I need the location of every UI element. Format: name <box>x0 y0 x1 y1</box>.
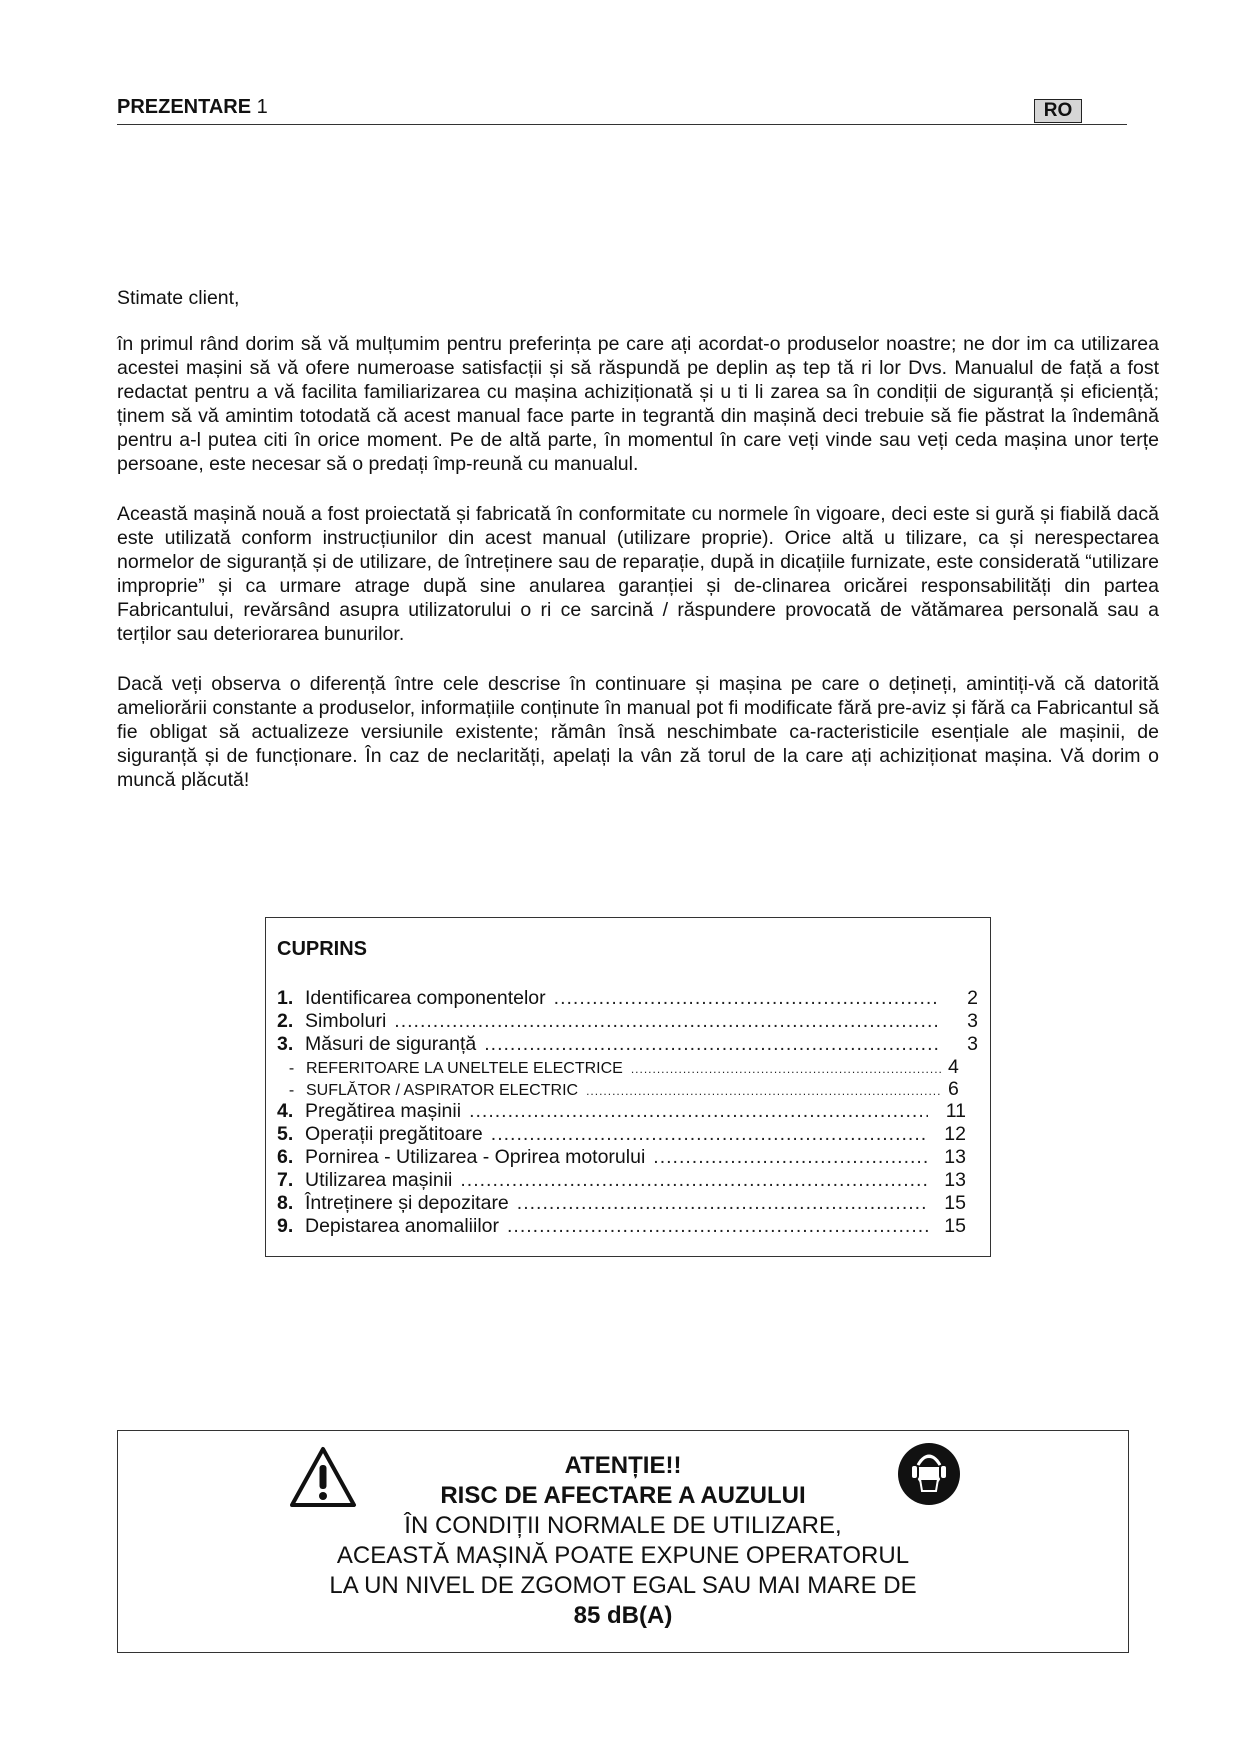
toc-leader-dots <box>507 1215 928 1238</box>
warning-subtitle: RISC DE AFECTARE A AUZULUI <box>440 1482 806 1509</box>
toc-leader-dots <box>653 1146 928 1169</box>
toc-entry[interactable] <box>277 1010 978 1033</box>
page-number: 1 <box>256 96 268 118</box>
toc-entry-label: Utilizarea mașinii <box>305 1169 453 1191</box>
toc-entry-page: 6 <box>948 1078 959 1100</box>
toc-entry-page: 3 <box>967 1033 978 1055</box>
toc-entry[interactable] <box>277 987 978 1010</box>
toc-entry-label: Pornirea - Utilizarea - Oprirea motorului <box>305 1146 646 1168</box>
toc-entry-number: 3. <box>277 1033 294 1055</box>
toc-subentry[interactable] <box>277 1056 978 1078</box>
intro-paragraph-1: în primul rând dorim să vă mulțumim pentru preferința pe care ați acordat-o produselor noastre; ne dor im ca utilizarea acestei mașini să vă ofere numeroase satisfacții și să răspundă pe deplin aș tep tă ri lor Dvs. Manualul de față a fost redactat pentru a vă facilita familiarizarea cu mașina achiziționată și u ti li zarea sa în condiții de siguranță și eficiență; ținem să vă amintim totodată că acest manual face parte in tegrantă din mașină deci trebuie să fie păstrat la îndemână pentru a-l putea citi în orice moment. Pe de altă parte, în momentul în care veți vinde sau veți ceda mașina unor terțe persoane, este necesar să o predați împ-reună cu manualul. <box>117 333 1159 475</box>
page-header <box>117 92 1127 125</box>
toc-leader-dots <box>631 1060 942 1078</box>
toc-entry[interactable] <box>277 1215 978 1238</box>
toc-leader-dots <box>554 987 940 1010</box>
toc-leader-dots <box>469 1100 928 1123</box>
toc-entry-label: Identificarea componentelor <box>305 987 546 1009</box>
toc-entry-bullet: - <box>288 1060 295 1077</box>
toc-entry-number: 1. <box>277 987 294 1009</box>
toc-leader-dots <box>517 1192 928 1215</box>
toc-entry[interactable] <box>277 1100 978 1123</box>
warning-line: ÎN CONDIȚII NORMALE DE UTILIZARE, <box>404 1512 842 1539</box>
intro-paragraph-2: Această mașină nouă a fost proiectată și fabricată în conformitate cu normele în vigoare, deci este si gură și fiabilă dacă este utilizată conform instrucțiunilor din acest manual (utilizare proprie). Orice altă u tilizare, ca și nerespectarea normelor de siguranță și de utilizare, de întreținere sau de reparație, după in dicațiile furnizate, este considerată “utilizare improprie” și ca urmare atrage după sine anularea garanției și de-clinarea oricărei responsabilități din partea Fabricantului, revărsând asupra utilizatorului o ri ce sarcină / răspundere provocată de vătămarea personală sau a terților sau deteriorarea bunurilor. <box>117 503 1159 645</box>
toc-leader-dots <box>394 1010 940 1033</box>
hearing-protection-icon <box>896 1441 962 1507</box>
toc-leader-dots <box>460 1169 928 1192</box>
toc-entry-label: Pregătirea mașinii <box>305 1100 462 1122</box>
intro-paragraph-3: Dacă veți observa o diferență între cele descrise în continuare și mașina pe care o dețineți, amintiți-vă că datorită ameliorării constante a produselor, informațiile conținute în manual pot fi modificate fără pre-aviz și fără ca Fabricantul să fie obligat să actualizeze versiunile existente; rămân însă neschimbate ca-racteristicile esențiale ale mașinii, de siguranță și de funcționare. În caz de neclarități, apelați la vân ză torul de la care ați achiziționat mașina. Vă dorim o muncă plăcută! <box>117 673 1159 791</box>
toc-subentry[interactable] <box>277 1078 978 1100</box>
toc-leader-dots <box>586 1082 942 1100</box>
warning-title: ATENȚIE!! <box>564 1452 682 1479</box>
toc-entry-label: Întreținere și depozitare <box>305 1192 509 1214</box>
toc-entry-bullet: - <box>288 1082 295 1099</box>
toc-entry-page: 13 <box>944 1146 966 1168</box>
toc-entry-number: 8. <box>277 1192 294 1214</box>
toc-entry[interactable] <box>277 1123 978 1146</box>
toc-leader-dots <box>491 1123 928 1146</box>
warning-line: ACEASTĂ MAȘINĂ POATE EXPUNE OPERATORUL <box>336 1542 910 1569</box>
toc-entry-label: Operații pregătitoare <box>305 1123 483 1145</box>
noise-level-value: 85 dB(A) <box>573 1602 673 1629</box>
toc-entry-label: SUFLĂTOR / ASPIRATOR ELECTRIC <box>306 1082 579 1099</box>
toc-entry-number: 9. <box>277 1215 294 1237</box>
toc-entry-page: 4 <box>948 1056 959 1078</box>
toc-entry-page: 12 <box>944 1123 966 1145</box>
toc-entry[interactable] <box>277 1192 978 1215</box>
toc-entry-page: 3 <box>967 1010 978 1032</box>
toc-entry[interactable] <box>277 1169 978 1192</box>
noise-warning-box <box>117 1430 1129 1653</box>
toc-entry-page: 13 <box>944 1169 966 1191</box>
table-of-contents <box>265 917 991 1257</box>
toc-entry-number: 6. <box>277 1146 294 1168</box>
toc-entry-label: REFERITOARE LA UNELTELE ELECTRICE <box>306 1060 623 1077</box>
toc-entry-number: 7. <box>277 1169 294 1191</box>
greeting: Stimate client, <box>117 287 240 309</box>
toc-entry-page: 11 <box>945 1100 966 1122</box>
toc-leader-dots <box>484 1033 940 1056</box>
toc-entry[interactable] <box>277 1146 978 1169</box>
toc-entry-number: 2. <box>277 1010 294 1032</box>
toc-entry-number: 4. <box>277 1100 294 1122</box>
toc-entry-label: Depistarea anomaliilor <box>305 1215 500 1237</box>
toc-entry-page: 15 <box>944 1192 966 1214</box>
warning-triangle-icon <box>288 1445 358 1509</box>
intro-letter <box>117 286 1159 818</box>
toc-entry-page: 15 <box>944 1215 966 1237</box>
toc-entry[interactable] <box>277 1033 978 1056</box>
page-title <box>117 96 268 119</box>
toc-title: CUPRINS <box>277 938 368 960</box>
toc-entry-number: 5. <box>277 1123 294 1145</box>
section-name: PREZENTARE <box>117 96 252 118</box>
toc-entry-label: Simboluri <box>305 1010 387 1032</box>
toc-entry-label: Măsuri de siguranță <box>305 1033 477 1055</box>
toc-entry-page: 2 <box>967 987 978 1009</box>
warning-line: LA UN NIVEL DE ZGOMOT EGAL SAU MAI MARE DE <box>329 1572 917 1599</box>
language-badge: RO <box>1034 99 1082 123</box>
